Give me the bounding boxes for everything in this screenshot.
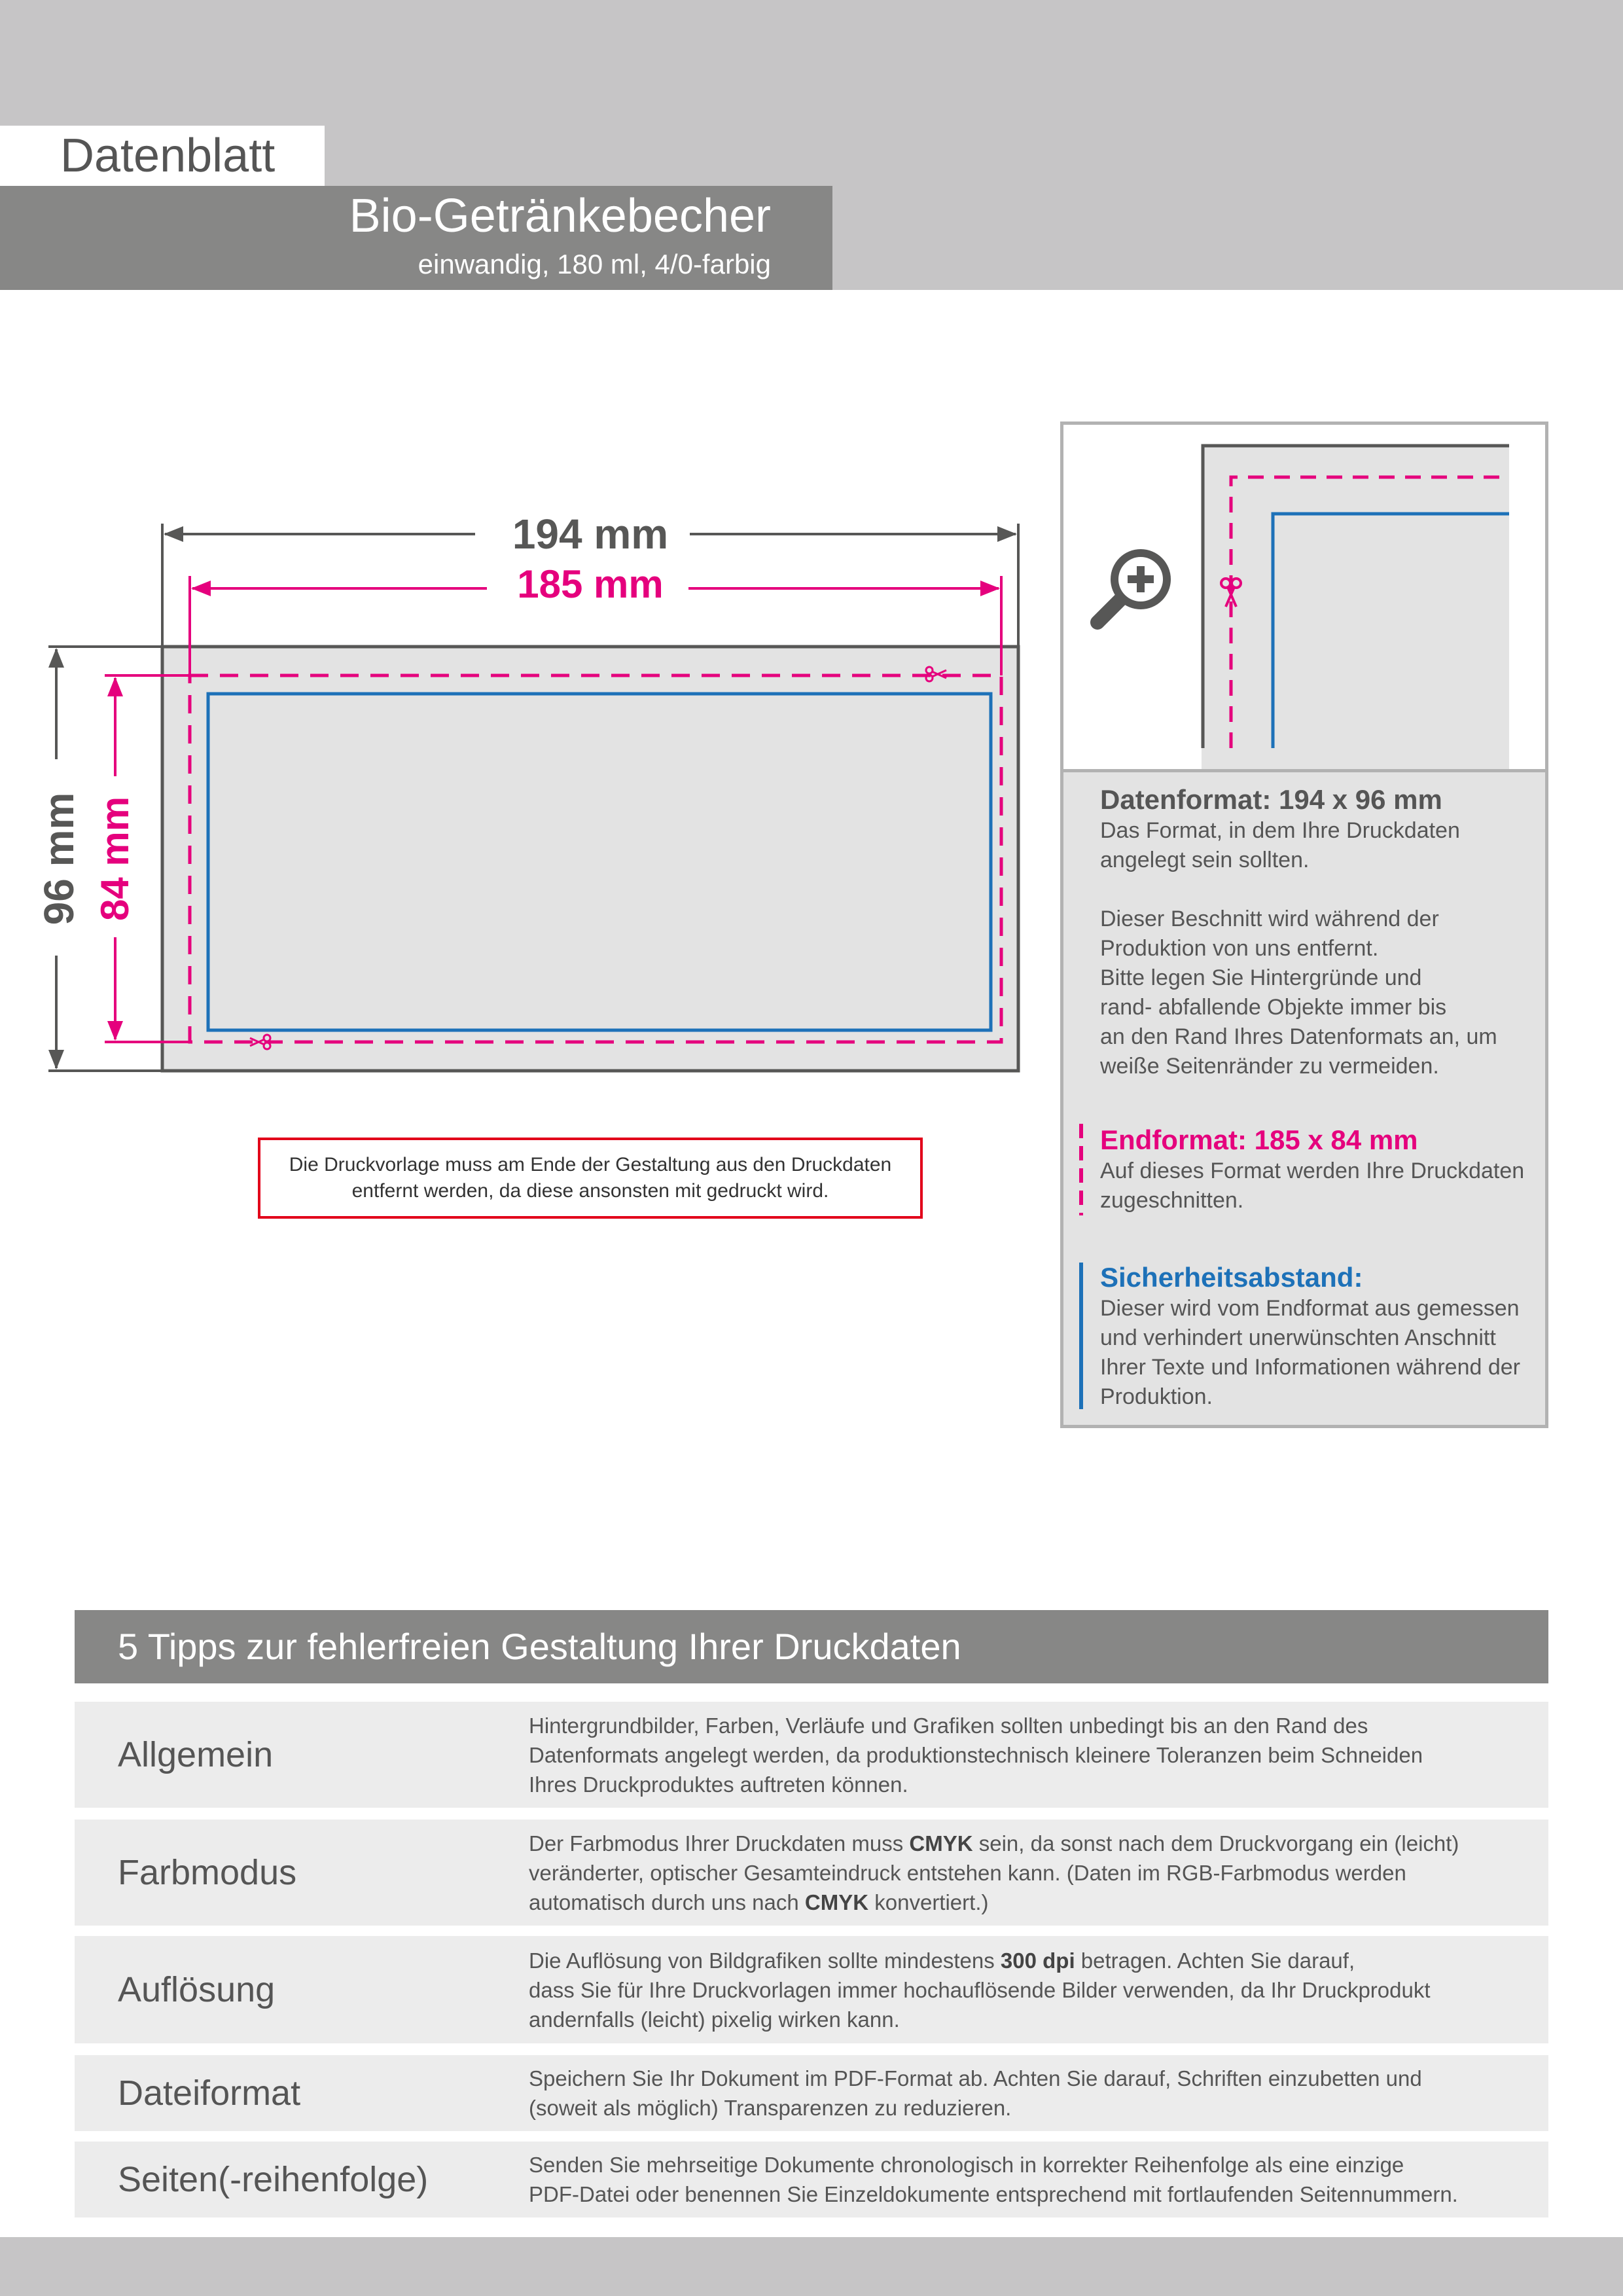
height-outer-label: 96 mm	[35, 792, 82, 925]
text-line: Ihres Druckproduktes auftreten können.	[529, 1772, 908, 1797]
text-line: Senden Sie mehrseitige Dokumente chronologisch in korrekter Reihenfolge als eine einzige	[529, 2153, 1404, 2177]
tip-text	[529, 2142, 1537, 2217]
sicherheit-marker	[1079, 1263, 1083, 1409]
text-line: Die Auflösung von Bildgrafiken sollte mindestens 300 dpi betragen. Achten Sie darauf,	[529, 1948, 1355, 1973]
zoom-detail-graphic	[1063, 425, 1545, 769]
notice-box	[258, 1138, 923, 1219]
info-endformat	[1100, 1124, 1545, 1215]
text-line: Produktion.	[1100, 1384, 1213, 1409]
text-line: weiße Seitenränder zu vermeiden.	[1100, 1054, 1439, 1079]
text-line: Speichern Sie Ihr Dokument im PDF-Format ab. Achten Sie darauf, Schriften einzubetten und	[529, 2066, 1422, 2090]
tip-row-aufloesung	[75, 1936, 1548, 2043]
text-line: dass Sie für Ihre Druckvorlagen immer hochauflösende Bilder verwenden, da Ihr Druckprodukt	[529, 1977, 1431, 2002]
datenblatt-label: Datenblatt	[60, 130, 276, 182]
info-datenformat	[1100, 783, 1545, 1081]
tip-label: Seiten(-reihenfolge)	[118, 2160, 429, 2199]
footer-band	[0, 2237, 1623, 2296]
tip-label: Allgemein	[118, 1735, 274, 1774]
width-inner-label: 185 mm	[517, 562, 664, 606]
text-line: Das Format, in dem Ihre Druckdaten	[1100, 818, 1460, 843]
zoom-plus-icon	[1097, 549, 1171, 622]
tip-text	[529, 2055, 1537, 2131]
text-line: PDF-Datei oder benennen Sie Einzeldokumente entsprechend mit fortlaufenden Seitennummern.	[529, 2182, 1458, 2206]
text-line: Der Farbmodus Ihrer Druckdaten muss CMYK sein, da sonst nach dem Druckvorgang ein (leicht)	[529, 1831, 1459, 1856]
text-line: Bitte legen Sie Hintergründe und	[1100, 965, 1422, 990]
dimension-diagram	[0, 458, 1060, 1113]
text-line: rand- abfallende Objekte immer bis	[1100, 995, 1447, 1020]
text-line: veränderter, optischer Gesamteindruck entstehen kann. (Daten im RGB-Farbmodus werden	[529, 1860, 1406, 1885]
info-panel	[1060, 422, 1548, 1428]
endformat-text	[1100, 1157, 1545, 1215]
tip-row-dateiformat	[75, 2055, 1548, 2131]
tip-text	[529, 1702, 1537, 1808]
tip-row-farbmodus	[75, 1820, 1548, 1926]
text-line: Dieser wird vom Endformat aus gemessen	[1100, 1296, 1520, 1321]
height-inner-label: 84 mm	[93, 796, 137, 922]
product-subtitle: einwandig, 180 ml, 4/0-farbig	[418, 249, 771, 279]
text-line: Produktion von uns entfernt.	[1100, 936, 1379, 961]
sicherheit-title: Sicherheitsabstand:	[1100, 1262, 1363, 1293]
text-line: Ihrer Texte und Informationen während der	[1100, 1355, 1520, 1380]
text-line: Dieser Beschnitt wird während der	[1100, 906, 1439, 931]
datenformat-title: Datenformat: 194 x 96 mm	[1100, 784, 1442, 815]
sicherheit-text	[1100, 1294, 1545, 1412]
endformat-marker	[1079, 1124, 1083, 1215]
text-line: Datenformats angelegt werden, da produktionstechnisch kleinere Toleranzen beim Schneiden	[529, 1742, 1423, 1767]
tip-row-seiten	[75, 2142, 1548, 2217]
text-line: zugeschnitten.	[1100, 1188, 1244, 1213]
tip-row-allgemein	[75, 1702, 1548, 1808]
data-format-rect	[162, 647, 1018, 1071]
spacer	[1100, 875, 1545, 905]
info-sicherheitsabstand	[1100, 1261, 1545, 1412]
tips-header: 5 Tipps zur fehlerfreien Gestaltung Ihrer Druckdaten	[75, 1610, 1548, 1683]
tip-text	[529, 1936, 1537, 2043]
tip-label: Farbmodus	[118, 1853, 297, 1892]
tip-text	[529, 1820, 1537, 1926]
text-line: (soweit als möglich) Transparenzen zu reduzieren.	[529, 2096, 1012, 2120]
datenformat-text	[1100, 816, 1545, 1081]
text-line: an den Rand Ihres Datenformats an, um	[1100, 1024, 1497, 1049]
text-line: andernfalls (leicht) pixelig wirken kann.	[529, 2007, 900, 2032]
notice-line: entfernt werden, da diese ansonsten mit gedruckt wird.	[351, 1180, 829, 1202]
tip-label: Dateiformat	[118, 2073, 301, 2113]
product-title: Bio-Getränkebecher	[349, 190, 771, 242]
tip-label: Auflösung	[118, 1970, 276, 2009]
text-line: Auf dieses Format werden Ihre Druckdaten	[1100, 1158, 1525, 1183]
text-line: Hintergrundbilder, Farben, Verläufe und Grafiken sollten unbedingt bis an den Rand des	[529, 1713, 1368, 1738]
width-outer-label: 194 mm	[512, 511, 669, 558]
text-line: und verhindert unerwünschten Anschnitt	[1100, 1325, 1496, 1350]
notice-line: Die Druckvorlage muss am Ende der Gestaltung aus den Druckdaten	[289, 1154, 892, 1175]
text-line: automatisch durch uns nach CMYK konvertiert.)	[529, 1890, 989, 1914]
text-line: angelegt sein sollten.	[1100, 848, 1310, 872]
endformat-title: Endformat: 185 x 84 mm	[1100, 1124, 1418, 1155]
zoom-detail	[1063, 425, 1545, 772]
